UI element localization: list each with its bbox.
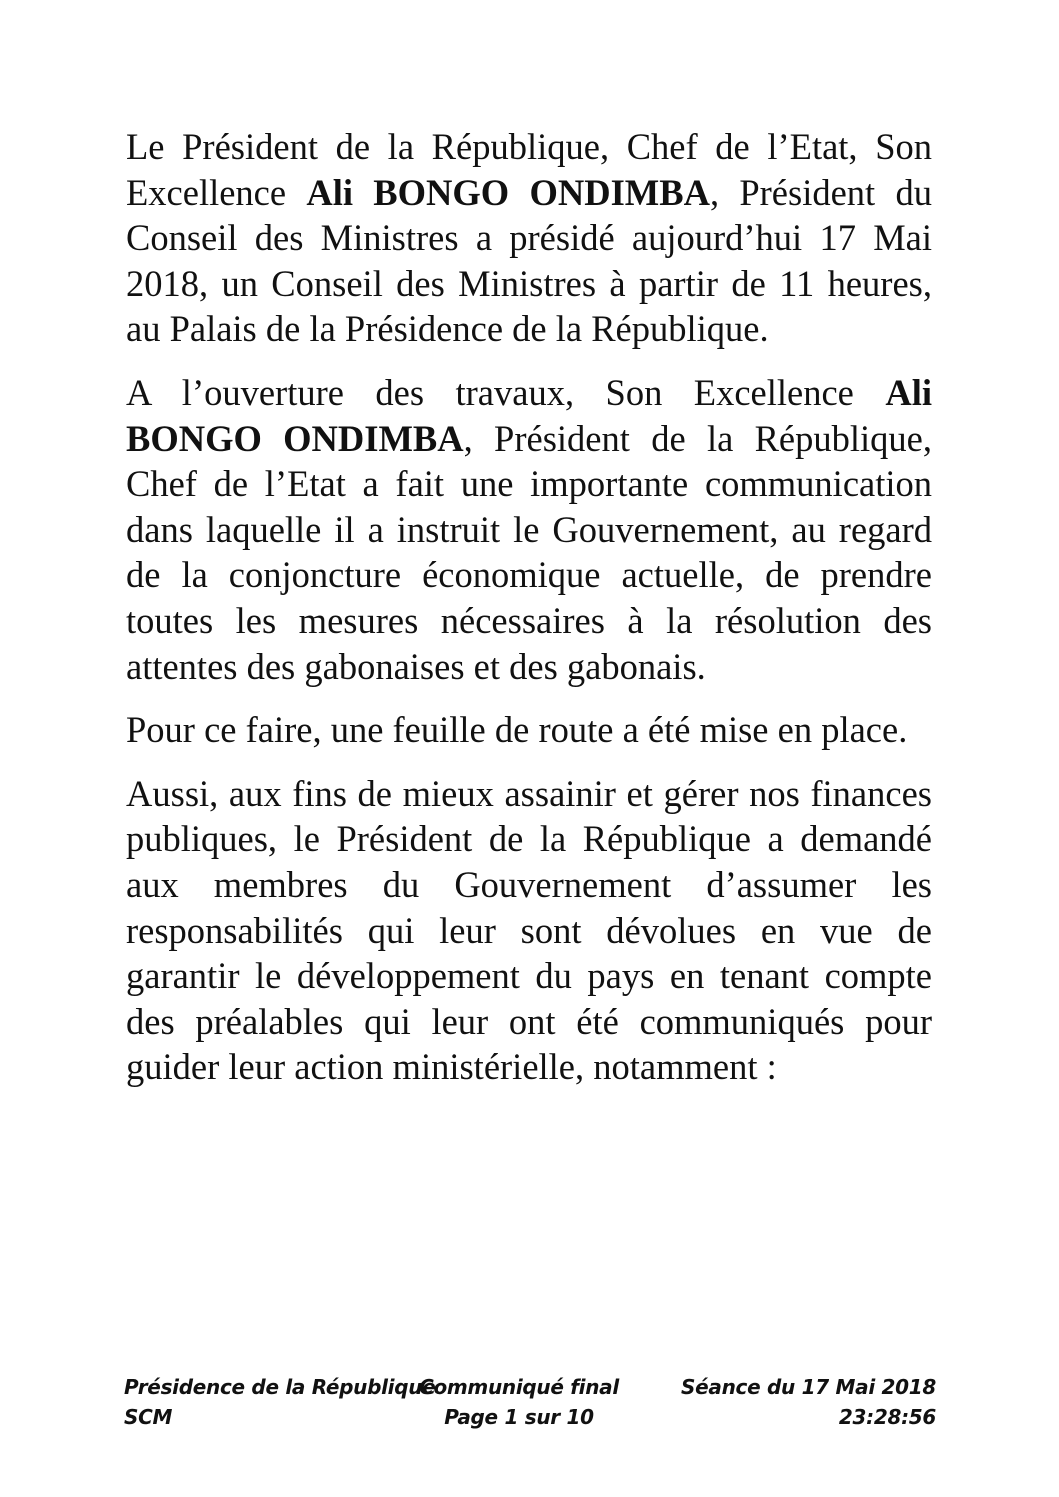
footer-session-date: Séance du 17 Mai 2018 — [681, 1375, 936, 1399]
footer-right — [681, 1372, 936, 1432]
paragraph — [126, 771, 932, 1090]
document-body — [126, 124, 932, 1108]
text-segment: Pour ce faire, une feuille de route a été mise en place. — [126, 709, 908, 751]
text-segment: Le Président de la République, Chef de l’Etat, Son Excellence — [126, 126, 932, 213]
footer-time: 23:28:56 — [838, 1405, 936, 1429]
bold-name: Ali BONGO ONDIMBA — [126, 371, 932, 459]
text-segment: , Président de la République, Chef de l’Etat a fait une importante communication dans laquelle il a instruit le Gouvernement, au regard de la conjoncture économique actuelle, de prendre toutes les mesures nécessaires à la résolution des attentes des gabonaises et des gabonais. — [126, 417, 932, 687]
footer-left — [124, 1372, 435, 1432]
paragraph — [126, 124, 932, 352]
footer-center — [394, 1372, 644, 1432]
footer-department: SCM — [124, 1405, 173, 1429]
paragraph — [126, 707, 932, 753]
text-segment: A l’ouverture des travaux, Son Excellence — [126, 371, 886, 413]
footer-page-number: Page 1 sur 10 — [444, 1405, 594, 1429]
footer-institution: Présidence de la République — [124, 1375, 436, 1399]
bold-name: Ali BONGO ONDIMBA — [306, 171, 710, 213]
paragraph — [126, 370, 932, 689]
footer-doc-title: Communiqué final — [419, 1375, 619, 1399]
text-segment: , Président du Conseil des Ministres a présidé aujourd’hui 17 Mai 2018, un Conseil des Ministres à partir de 11 heures, au Palais de la Présidence de la République. — [126, 171, 932, 350]
page-footer — [124, 1372, 936, 1436]
text-segment: Aussi, aux fins de mieux assainir et gérer nos finances publiques, le Président de la République a demandé aux membres du Gouvernement d’assumer les responsabilités qui leur sont dévolues en vue de garantir le développement du pays en tenant compte des préalables qui leur ont été communiqués pour guider leur action ministérielle, notamment : — [126, 772, 932, 1088]
